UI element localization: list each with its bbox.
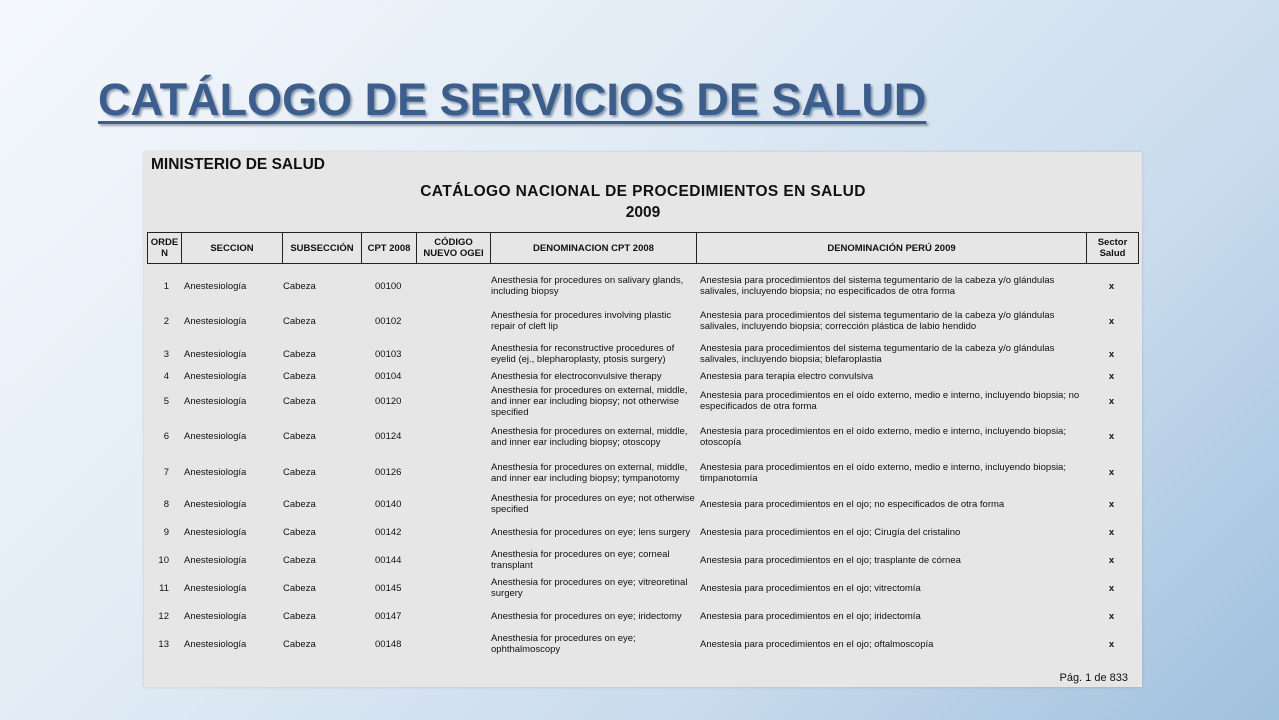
row-cpt: 00103	[375, 348, 402, 360]
page-number: Pág. 1 de 833	[1059, 672, 1128, 684]
row-orden: 8	[163, 498, 169, 510]
row-cpt: 00100	[375, 280, 402, 292]
row-subseccion: Cabeza	[283, 280, 316, 292]
row-denominacion-cpt: Anesthesia for procedures on eye; iridectomy	[491, 610, 682, 622]
table-row	[147, 384, 1139, 418]
row-subseccion: Cabeza	[283, 526, 316, 538]
row-subseccion: Cabeza	[283, 554, 316, 566]
row-orden: 13	[158, 638, 169, 650]
row-denominacion-peru: Anestesia para procedimientos en el ojo; vitrectomía	[700, 582, 921, 594]
table-row	[147, 575, 1139, 601]
table-row	[147, 269, 1139, 303]
row-denominacion-peru: Anestesia para procedimientos en el ojo; trasplante de córnea	[700, 554, 961, 566]
row-cpt: 00148	[375, 638, 402, 650]
row-denominacion-peru: Anestesia para procedimientos en el oído externo, medio e interno, incluyendo biopsia; timpanotomía	[700, 461, 1066, 484]
table-row	[147, 339, 1139, 369]
table-row	[147, 547, 1139, 573]
header-cpt: CPT 2008	[362, 233, 417, 263]
row-denominacion-peru: Anestesia para procedimientos del sistema tegumentario de la cabeza y/o glándulas salivales, incluyendo biopsia; corrección plástica de labio hendido	[700, 310, 1055, 332]
row-sector: x	[1108, 610, 1115, 622]
row-subseccion: Cabeza	[283, 638, 316, 650]
row-denominacion-peru: Anestesia para procedimientos en el ojo; Cirugía del cristalino	[700, 526, 961, 538]
row-seccion: Anestesiología	[184, 610, 247, 622]
catalog-year: 2009	[625, 204, 661, 221]
row-sector: x	[1108, 467, 1115, 478]
row-denominacion-peru: Anestesia para procedimientos en el ojo; no especificados de otra forma	[700, 498, 1005, 510]
header-denominacion-cpt: DENOMINACION CPT 2008	[491, 233, 697, 263]
catalog-document	[144, 152, 1142, 687]
row-denominacion-cpt: Anesthesia for procedures on eye; not otherwise specified	[491, 493, 695, 515]
row-cpt: 00147	[375, 610, 402, 622]
row-cpt: 00126	[375, 467, 402, 478]
row-orden: 4	[163, 371, 169, 382]
row-orden: 11	[159, 582, 169, 594]
row-denominacion-peru: Anestesia para procedimientos del sistema tegumentario de la cabeza y/o glándulas salivales, incluyendo biopsia; no especificados de otra forma	[700, 275, 1055, 297]
header-orden: ORDEN	[148, 233, 182, 263]
row-cpt: 00102	[375, 315, 402, 327]
row-sector: x	[1108, 371, 1115, 382]
row-denominacion-peru: Anestesia para procedimientos en el oído externo, medio e interno, incluyendo biopsia; no especificados de otra forma	[700, 390, 1080, 412]
row-sector: x	[1108, 638, 1115, 650]
row-seccion: Anestesiología	[184, 371, 247, 382]
row-orden: 12	[158, 610, 169, 622]
row-seccion: Anestesiología	[184, 395, 247, 407]
row-subseccion: Cabeza	[283, 315, 316, 327]
table-row	[147, 491, 1139, 517]
row-sector: x	[1108, 280, 1115, 292]
row-denominacion-peru: Anestesia para procedimientos del sistema tegumentario de la cabeza y/o glándulas salivales, incluyendo biopsia; blefaroplastia	[700, 343, 1055, 365]
row-orden: 6	[163, 431, 169, 442]
row-sector: x	[1108, 315, 1115, 327]
row-subseccion: Cabeza	[283, 582, 316, 594]
row-orden: 3	[163, 348, 169, 360]
row-subseccion: Cabeza	[283, 395, 316, 407]
table-row	[147, 419, 1139, 454]
row-denominacion-cpt: Anesthesia for procedures on eye; vitreoretinal surgery	[491, 577, 688, 599]
slide-title: CATÁLOGO DE SERVICIOS DE SALUD	[98, 74, 927, 125]
row-cpt: 00104	[375, 371, 402, 382]
row-denominacion-cpt: Anesthesia for procedures involving plastic repair of cleft lip	[491, 310, 672, 332]
row-denominacion-cpt: Anesthesia for procedures on eye; ophthalmoscopy	[491, 633, 636, 655]
row-orden: 5	[163, 395, 169, 407]
row-cpt: 00120	[375, 395, 402, 407]
row-seccion: Anestesiología	[184, 582, 247, 594]
row-sector: x	[1108, 498, 1115, 510]
row-subseccion: Cabeza	[283, 348, 316, 360]
row-seccion: Anestesiología	[184, 554, 247, 566]
row-subseccion: Cabeza	[283, 467, 316, 478]
row-denominacion-peru: Anestesia para terapia electro convulsiva	[700, 371, 874, 382]
row-sector: x	[1108, 526, 1115, 538]
row-denominacion-cpt: Anesthesia for reconstructive procedures of eyelid (ej., blepharoplasty, ptosis surgery)	[491, 343, 675, 365]
row-orden: 7	[163, 467, 169, 478]
row-seccion: Anestesiología	[184, 348, 247, 360]
table-row	[147, 519, 1139, 545]
row-seccion: Anestesiología	[184, 498, 247, 510]
header-sector: Sector Salud	[1097, 237, 1128, 259]
row-seccion: Anestesiología	[184, 526, 247, 538]
header-seccion: SECCION	[182, 233, 283, 263]
table-row	[147, 455, 1139, 490]
header-denominacion-peru: DENOMINACIÓN PERÚ 2009	[697, 233, 1087, 263]
row-sector: x	[1108, 431, 1115, 442]
row-cpt: 00145	[375, 582, 402, 594]
row-cpt: 00140	[375, 498, 402, 510]
row-denominacion-cpt: Anesthesia for electroconvulsive therapy	[491, 371, 662, 382]
ministry-label: MINISTERIO DE SALUD	[151, 156, 325, 173]
row-subseccion: Cabeza	[283, 498, 316, 510]
row-denominacion-cpt: Anesthesia for procedures on external, middle, and inner ear including biopsy; not otherwise specified	[491, 384, 688, 418]
row-denominacion-cpt: Anesthesia for procedures on external, middle, and inner ear including biopsy; otoscopy	[491, 425, 688, 448]
row-seccion: Anestesiología	[184, 431, 247, 442]
row-denominacion-cpt: Anesthesia for procedures on external, middle, and inner ear including biopsy; tympanotomy	[491, 461, 688, 484]
row-seccion: Anestesiología	[184, 467, 247, 478]
row-seccion: Anestesiología	[184, 280, 247, 292]
row-subseccion: Cabeza	[283, 431, 316, 442]
row-orden: 2	[163, 315, 169, 327]
row-denominacion-peru: Anestesia para procedimientos en el oído externo, medio e interno, incluyendo biopsia; otoscopía	[700, 425, 1066, 448]
row-subseccion: Cabeza	[283, 371, 316, 382]
row-sector: x	[1108, 348, 1115, 360]
row-orden: 1	[163, 280, 169, 292]
row-orden: 9	[163, 526, 169, 538]
row-denominacion-cpt: Anesthesia for procedures on eye; lens surgery	[491, 526, 691, 538]
row-denominacion-peru: Anestesia para procedimientos en el ojo; oftalmoscopía	[700, 638, 934, 650]
row-subseccion: Cabeza	[283, 610, 316, 622]
row-denominacion-peru: Anestesia para procedimientos en el ojo; iridectomía	[700, 610, 921, 622]
header-codigo: CÓDIGO NUEVO OGEI	[417, 233, 491, 263]
header-subseccion: SUBSECCIÓN	[283, 233, 362, 263]
row-sector: x	[1108, 582, 1115, 594]
row-seccion: Anestesiología	[184, 638, 247, 650]
row-seccion: Anestesiología	[184, 315, 247, 327]
row-cpt: 00144	[375, 554, 402, 566]
table-row	[147, 370, 1139, 383]
row-sector: x	[1108, 554, 1115, 566]
row-sector: x	[1108, 395, 1115, 407]
table-row	[147, 603, 1139, 629]
table-row	[147, 631, 1139, 657]
catalog-title: CATÁLOGO NACIONAL DE PROCEDIMIENTOS EN SALUD	[420, 183, 866, 200]
table-row	[147, 304, 1139, 338]
row-cpt: 00142	[375, 526, 402, 538]
table-header	[147, 232, 1139, 264]
row-denominacion-cpt: Anesthesia for procedures on salivary glands, including biopsy	[491, 275, 684, 297]
row-denominacion-cpt: Anesthesia for procedures on eye; corneal transplant	[491, 549, 670, 571]
row-orden: 10	[158, 554, 169, 566]
row-cpt: 00124	[375, 431, 402, 442]
